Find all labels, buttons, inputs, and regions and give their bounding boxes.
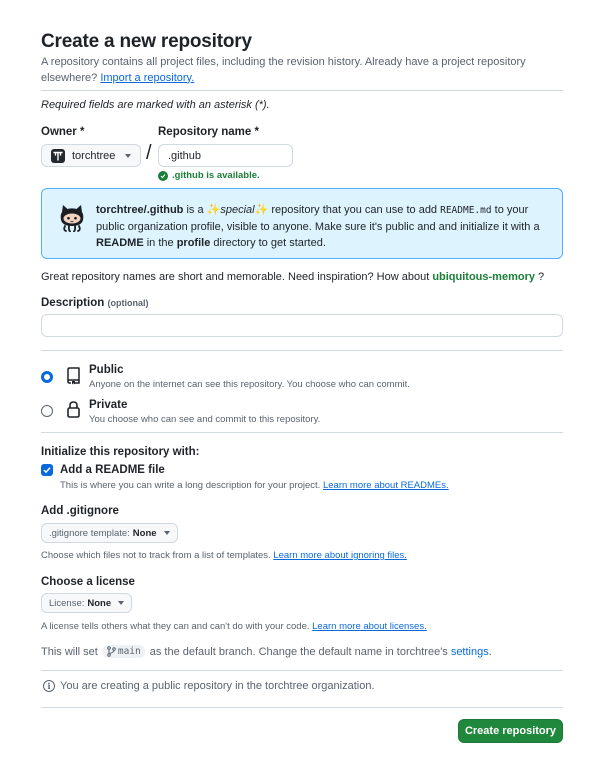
callout-readme-bold: README — [96, 237, 144, 249]
page-title: Create a new repository — [41, 31, 252, 52]
learn-ignoring-files-link[interactable]: Learn more about ignoring files. — [273, 550, 407, 561]
divider — [41, 670, 563, 671]
divider — [41, 90, 563, 91]
learn-readmes-link[interactable]: Learn more about READMEs. — [322, 480, 449, 491]
sparkle-icon: ✨ — [254, 204, 269, 216]
required-fields-note: Required fields are marked with an asterisk (*). — [41, 99, 270, 111]
repo-icon — [66, 367, 81, 385]
gitignore-select-prefix: .gitignore template: — [49, 527, 130, 539]
gitignore-help — [41, 550, 407, 561]
owner-select-button[interactable] — [41, 144, 141, 167]
branch-text-part: as the default branch. Change the default name in torchtree's — [149, 645, 448, 658]
private-title: Private — [89, 399, 128, 411]
add-readme-checkbox[interactable] — [41, 464, 53, 476]
divider — [41, 350, 563, 351]
sparkle-icon: ✨ — [206, 204, 221, 216]
callout-text-part: directory to get started. — [210, 237, 326, 249]
license-select-prefix: License: — [49, 597, 85, 609]
gitignore-select-value: None — [132, 527, 157, 539]
octocat-icon — [59, 204, 85, 232]
add-readme-title: Add a README file — [60, 464, 165, 476]
callout-text — [96, 202, 551, 251]
license-help-text: A license tells others what they can and can't do with your code. — [41, 621, 310, 632]
description-label — [41, 297, 148, 309]
callout-text-part: is a — [183, 204, 207, 216]
callout-text-part: in the — [143, 237, 177, 249]
suggested-name-button[interactable]: ubiquitous-memory — [432, 271, 535, 283]
repository-name-label: Repository name * — [158, 126, 259, 138]
callout-readme-code: README.md — [440, 205, 492, 216]
name-inspiration — [41, 271, 544, 283]
callout-special-text: special — [220, 204, 255, 216]
private-description: You choose who can see and commit to this repository. — [89, 414, 321, 425]
public-radio[interactable] — [41, 371, 53, 383]
branch-pill — [103, 645, 145, 658]
license-select-value: None — [87, 597, 112, 609]
callout-profile-bold: profile — [176, 237, 211, 249]
license-select[interactable] — [41, 593, 132, 613]
owner-label: Owner * — [41, 126, 85, 138]
license-label: Choose a license — [41, 576, 135, 588]
callout-text-part: to your public organization profile, visible to anyone. Make sure it's public and and initialize it with a — [96, 204, 540, 233]
gitignore-help-text: Choose which files not to track from a list of templates. — [41, 550, 271, 561]
license-help — [41, 621, 427, 632]
owner-repo-separator: / — [146, 142, 152, 164]
callout-text-part: repository that you can use to add — [268, 204, 441, 216]
chevron-down-icon — [164, 531, 170, 535]
branch-text-part: This will set — [41, 645, 98, 658]
owner-avatar-icon — [51, 149, 65, 163]
initialize-label: Initialize this repository with: — [41, 446, 200, 458]
public-repo-info — [43, 680, 375, 692]
description-input[interactable] — [41, 314, 563, 337]
chevron-down-icon — [125, 154, 131, 158]
branch-name: main — [117, 646, 141, 657]
availability-text: .github is available. — [172, 170, 260, 181]
divider — [41, 432, 563, 433]
gitignore-template-select[interactable] — [41, 523, 178, 543]
public-description: Anyone on the internet can see this repository. You choose who can commit. — [89, 379, 410, 390]
info-text: You are creating a public repository in the torchtree organization. — [60, 680, 375, 692]
chevron-down-icon — [118, 601, 124, 605]
readme-desc-text: This is where you can write a long description for your project. — [60, 480, 321, 491]
check-circle-icon — [158, 171, 168, 181]
checkmark-icon — [43, 466, 51, 474]
inspiration-text: Great repository names are short and memorable. Need inspiration? How about — [41, 271, 433, 283]
inspiration-suffix: ? — [534, 271, 545, 283]
git-branch-icon — [107, 646, 116, 657]
private-radio[interactable] — [41, 405, 53, 417]
learn-licenses-link[interactable]: Learn more about licenses. — [312, 621, 427, 632]
info-icon: i — [43, 680, 55, 692]
optional-tag: (optional) — [107, 298, 149, 308]
repository-name-input[interactable] — [158, 144, 293, 167]
subtitle-text: A repository contains all project files, including the revision history. Already have a project repository elsewhere? — [41, 56, 526, 84]
lock-icon — [66, 400, 81, 418]
public-title: Public — [89, 364, 124, 376]
add-readme-description — [60, 480, 449, 491]
default-branch-note — [41, 645, 492, 658]
special-repo-callout — [41, 188, 563, 259]
owner-name: torchtree — [72, 149, 116, 162]
branch-period: . — [488, 645, 492, 658]
settings-link[interactable]: settings — [450, 645, 489, 658]
gitignore-label: Add .gitignore — [41, 505, 119, 517]
page-subtitle — [41, 55, 541, 86]
create-repository-button[interactable]: Create repository — [458, 719, 563, 743]
import-repository-link[interactable]: Import a repository. — [100, 71, 195, 84]
description-label-text: Description — [41, 297, 105, 309]
availability-message — [158, 170, 260, 181]
callout-repo-name: torchtree/.github — [96, 204, 184, 216]
divider — [41, 707, 563, 708]
